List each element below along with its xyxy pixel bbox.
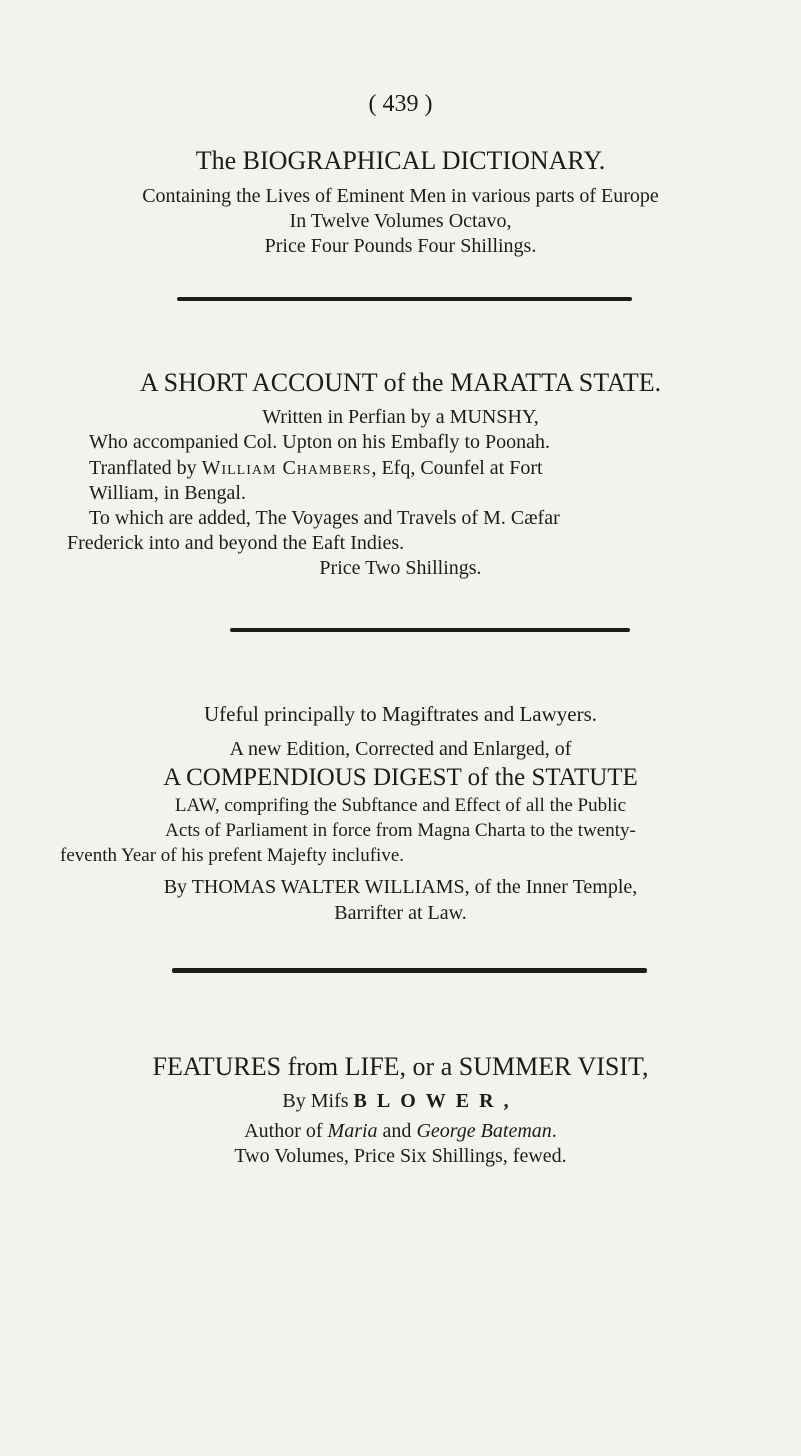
ad2-line2: Who accompanied Col. Upton on his Embafly to Poonah. [89, 431, 551, 453]
ad1-line1: Containing the Lives of Eminent Men in various parts of Europe [142, 185, 659, 207]
ad2-line4: William, in Bengal. [89, 482, 246, 504]
ad1-line3: Price Four Pounds Four Shillings. [264, 235, 537, 257]
ad4-work-title-1: Maria [327, 1120, 378, 1142]
ad2-title: A SHORT ACCOUNT of the MARATTA STATE. [139, 368, 662, 397]
ad2-line3 [89, 458, 543, 478]
ad3-line7: Barrifter at Law. [334, 902, 467, 924]
ad4-and-label: and [377, 1120, 417, 1142]
ad4-line1 [0, 1091, 801, 1111]
divider-rule [177, 297, 632, 301]
ad4-author-of-label: Author of [244, 1120, 328, 1142]
ad4-period: . [551, 1120, 557, 1142]
ad3-line5: feventh Year of his prefent Majefty inclufive. [60, 845, 405, 866]
ad4-author-name: BLOWER, [353, 1090, 519, 1112]
ad3-line3: LAW, comprifing the Subftance and Effect of all the Public [174, 795, 627, 816]
divider-rule [172, 968, 647, 973]
ad4-line2 [0, 1121, 801, 1141]
ad2-line5: To which are added, The Voyages and Travels of M. Cæfar [89, 507, 560, 529]
ad3-author-line: By THOMAS WALTER WILLIAMS, of the Inner Temple, [163, 876, 638, 898]
ad2-translator-name: William Chambers [201, 457, 372, 479]
ad4-work-title-2: George Bateman [416, 1120, 552, 1142]
ad1-title: The BIOGRAPHICAL DICTIONARY. [195, 146, 606, 175]
ad3-line4: Acts of Parliament in force from Magna Charta to the twenty- [165, 820, 636, 841]
page-number: ( 439 ) [368, 91, 433, 117]
ad4-line3: Two Volumes, Price Six Shillings, fewed. [234, 1145, 567, 1167]
ad2-line3-end: , Efq, Counfel at Fort [371, 457, 543, 479]
ad4-by-label: By Mifs [282, 1090, 354, 1112]
ad2-line1: Written in Perfian by a MUNSHY, [262, 406, 539, 428]
ad2-line7: Price Two Shillings. [319, 557, 482, 579]
ad3-intro: Ufeful principally to Magiftrates and Lawyers. [203, 702, 598, 726]
ad2-line3-start: Tranflated by [89, 457, 202, 479]
ad2-line6: Frederick into and beyond the Eaft Indies. [67, 532, 405, 554]
ad3-line1: A new Edition, Corrected and Enlarged, of [229, 738, 572, 760]
ad4-title: FEATURES from LIFE, or a SUMMER VISIT, [152, 1052, 649, 1081]
ad1-line2: In Twelve Volumes Octavo, [289, 210, 512, 232]
ad3-title: A COMPENDIOUS DIGEST of the STATUTE [163, 764, 638, 791]
divider-rule [230, 628, 630, 632]
